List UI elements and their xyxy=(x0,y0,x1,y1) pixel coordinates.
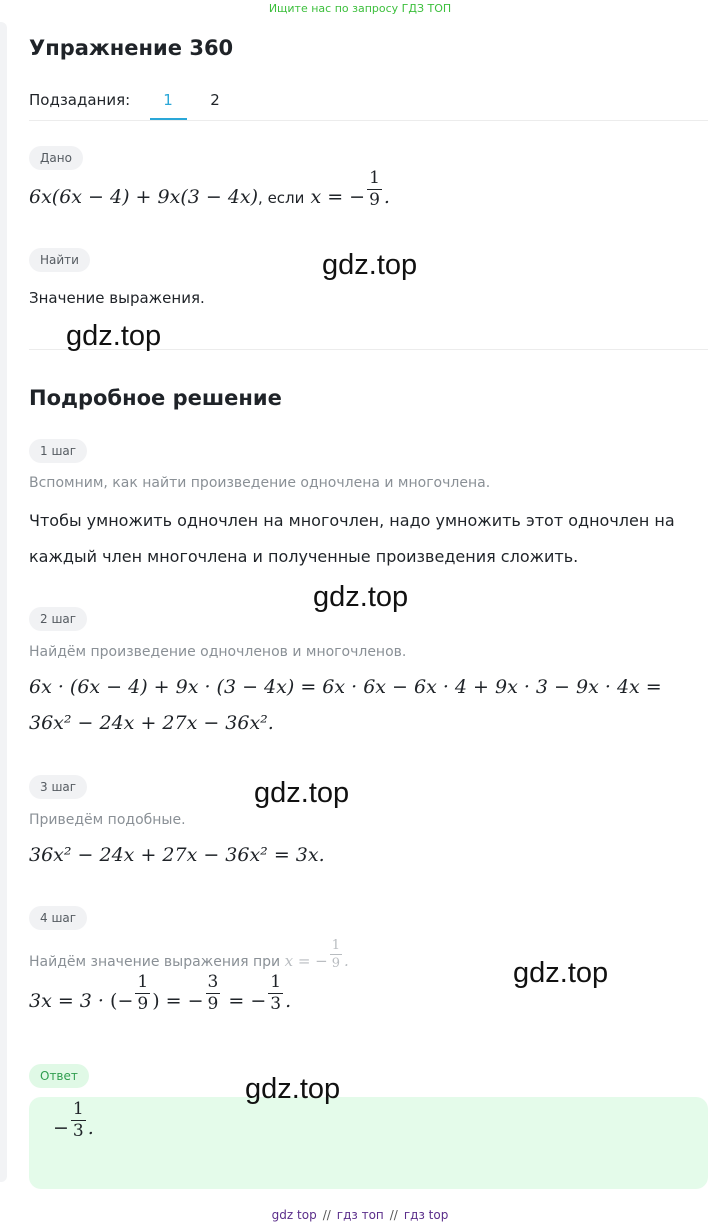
solution-title: Подробное решение xyxy=(29,386,282,410)
step-4-hint-text: Найдём значение выражения при xyxy=(29,954,281,970)
step-3-pill: 3 шаг xyxy=(29,775,87,799)
step-3-hint: Приведём подобные. xyxy=(29,812,186,828)
given-expression xyxy=(29,167,390,210)
step-2-math-line-2: 36x² − 24x + 27x − 36x². xyxy=(29,712,274,734)
given-condition: x = − $\frac{1}{9}$ . xyxy=(310,167,390,210)
exercise-title: Упражнение 360 xyxy=(29,36,234,60)
given-expression-text: 6x(6x − 4) + 9x(3 − 4x) xyxy=(29,186,259,208)
step-4-math-line-1: 3x = 3 · (− $\frac{1}{9}$ ) = − $\frac{3}{9}$ = − $\frac{1}{3}$ . xyxy=(29,971,292,1014)
tab-subtask-1[interactable]: 1 xyxy=(163,91,173,109)
footer-separator: // xyxy=(322,1208,331,1222)
footer-link-1[interactable]: gdz top xyxy=(271,1208,317,1222)
step-4-hint xyxy=(29,937,349,971)
left-rail xyxy=(0,22,7,1182)
promo-banner[interactable]: Ищите нас по запросу ГДЗ ТОП xyxy=(268,2,452,15)
answer-value: − $\frac{1}{3}$ . xyxy=(53,1098,94,1141)
footer-links xyxy=(0,1208,720,1222)
watermark: gdz.top xyxy=(322,249,418,281)
tabs-divider xyxy=(29,120,708,121)
step-4-hint-math: x = − $\frac{1}{9}$ . xyxy=(284,937,349,971)
step-2-math-line-1: 6x · (6x − 4) + 9x · (3 − 4x) = 6x · 6x − 6x · 4 + 9x · 3 − 9x · 4x = xyxy=(29,676,662,698)
watermark: gdz.top xyxy=(513,957,609,989)
answer-pill: Ответ xyxy=(29,1064,89,1088)
watermark: gdz.top xyxy=(245,1073,341,1105)
step-2-hint: Найдём произведение одночленов и многочленов. xyxy=(29,644,407,660)
footer-link-2[interactable]: гдз топ xyxy=(336,1208,384,1222)
step-4-pill: 4 шаг xyxy=(29,906,87,930)
given-condition-word: , если xyxy=(258,189,305,207)
tab-subtask-2[interactable]: 2 xyxy=(210,91,220,109)
step-1-text-line-2: каждый член многочлена и полученные произведения сложить. xyxy=(29,547,579,566)
watermark: gdz.top xyxy=(313,581,409,613)
step-3-math-line-1: 36x² − 24x + 27x − 36x² = 3x. xyxy=(29,844,325,866)
subtasks-label: Подзадания: xyxy=(29,91,131,109)
answer-box xyxy=(29,1097,708,1189)
step-2-pill: 2 шаг xyxy=(29,607,87,631)
find-pill: Найти xyxy=(29,248,90,272)
watermark: gdz.top xyxy=(66,320,162,352)
footer-separator: // xyxy=(389,1208,398,1222)
footer-link-3[interactable]: гдз top xyxy=(403,1208,449,1222)
find-text: Значение выражения. xyxy=(29,289,205,307)
given-pill: Дано xyxy=(29,146,83,170)
step-1-hint: Вспомним, как найти произведение одночлена и многочлена. xyxy=(29,475,491,491)
step-1-pill: 1 шаг xyxy=(29,439,87,463)
watermark: gdz.top xyxy=(254,777,350,809)
step-1-text-line-1: Чтобы умножить одночлен на многочлен, надо умножить этот одночлен на xyxy=(29,511,675,530)
